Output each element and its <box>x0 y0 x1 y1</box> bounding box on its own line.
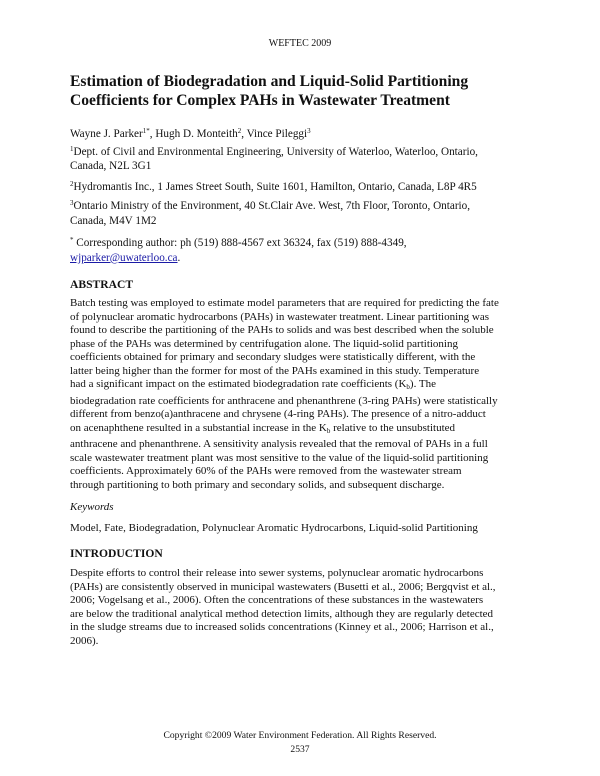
corresponding-contact: Corresponding author: ph (519) 888-4567 ext 36324, fax (519) 888-4349, <box>73 237 407 249</box>
abstract-line: through partitioning to both primary and secondary solids, and subsequent discharge. <box>70 478 445 491</box>
kb-subscript: b <box>326 426 331 435</box>
affiliation-2 <box>70 177 540 195</box>
author-1: Wayne J. Parker <box>70 128 143 140</box>
intro-line: (PAHs) are consistently observed in municipal wastewaters (Busetti et al., 2006; Bergqvist et al., <box>70 580 496 593</box>
author-1-mark: 1* <box>142 127 150 135</box>
intro-line: 2006). <box>70 634 99 647</box>
corresponding-author <box>70 233 540 265</box>
email-suffix: . <box>177 251 181 264</box>
affiliation-1 <box>70 142 540 160</box>
affiliation-3-line-1: Ontario Ministry of the Environment, 40 St.Clair Ave. West, 7th Floor, Toronto, Ontario, <box>73 200 471 212</box>
abstract-line: different from benzo(a)anthracene and chrysene (4-ring PAHs). The presence of a nitro-adduct <box>70 408 486 420</box>
abstract-line-part: had a significant impact on the estimated biodegradation rate coefficients (K <box>70 378 407 390</box>
abstract-line: Batch testing was employed to estimate model parameters that are required for predicting the fate <box>70 297 499 309</box>
intro-line: Despite efforts to control their release into sewer systems, polynuclear aromatic hydrocarbons <box>70 567 484 579</box>
affiliation-2-text: Hydromantis Inc., 1 James Street South, Suite 1601, Hamilton, Ontario, Canada, L8P 4R5 <box>73 181 477 193</box>
intro-line: in the sludge streams due to increased solids concentrations (Kinney et al., 2006; Harrison et al., <box>70 621 494 633</box>
abstract-line <box>70 378 540 395</box>
affiliation-1-mark: 1 <box>70 144 74 153</box>
abstract-line: of polynuclear aromatic hydrocarbons (PAHs) in wastewater treatment. Linear partitioning was <box>70 310 489 323</box>
abstract-line: phase of the PAHs was determined by centrifugation alone. The liquid-solid partitioning <box>70 337 458 350</box>
affiliation-3 <box>70 196 540 228</box>
abstract-line: biodegradation rate coefficients for anthracene and phenanthrene (3-ring PAHs) were statistically <box>70 394 498 407</box>
running-header: WEFTEC 2009 <box>268 38 332 49</box>
corresponding-mark: * <box>70 236 74 244</box>
author-3-mark: 3 <box>307 127 311 135</box>
author-2: , Hugh D. Monteith <box>149 128 238 140</box>
intro-line: are below the traditional analytical method detection limits, although they are regularly detected <box>70 607 494 620</box>
paper-title <box>70 72 540 110</box>
abstract-line-part: ). The <box>409 378 436 390</box>
copyright-notice: Copyright ©2009 Water Environment Federation. All Rights Reserved. <box>163 730 437 741</box>
author-3: , Vince Pileggi <box>241 128 308 140</box>
abstract-line-part: on acenaphthene resulted in a substantial increase in the K <box>70 421 327 434</box>
affiliation-2-mark: 2 <box>70 180 74 188</box>
abstract-heading: ABSTRACT <box>70 278 134 291</box>
abstract-body <box>70 297 540 492</box>
kb-subscript: b <box>406 383 410 391</box>
abstract-line <box>70 422 540 439</box>
affiliation-1-line-1: Dept. of Civil and Environmental Engineering, University of Waterloo, Waterloo, Ontario, <box>73 145 478 158</box>
abstract-line: scale wastewater treatment plant was most sensitive to the value of the liquid-solid partitioning <box>70 451 489 464</box>
introduction-heading: INTRODUCTION <box>70 547 163 560</box>
abstract-line: coefficients. Approximately 60% of the PAHs were removed from the wastewater stream <box>70 465 462 477</box>
author-list <box>70 124 540 142</box>
abstract-line: latter being higher than the former for most of the PAHs examined in this study. Temperature <box>70 364 480 377</box>
intro-line: 2006; Vogelsang et al., 2006). Often the concentrations of these substances in the wastewaters <box>70 594 484 606</box>
title-line-2: Coefficients for Complex PAHs in Wastewater Treatment <box>70 92 450 109</box>
affiliation-3-line-2: Canada, M4V 1M2 <box>70 214 157 227</box>
abstract-line: coefficients obtained for primary and secondary sludges were statistically different, with the <box>70 351 476 363</box>
abstract-line: found to describe the partitioning of the PAHs to solids and was best described when the soluble <box>70 324 494 336</box>
page-number: 2537 <box>290 744 310 755</box>
keywords-label: Keywords <box>70 501 114 513</box>
abstract-line-part: relative to the unsubstituted <box>330 421 456 434</box>
affiliation-1-line-2: Canada, N2L 3G1 <box>70 160 152 173</box>
email-link[interactable]: wjparker@uwaterloo.ca <box>70 251 178 264</box>
affiliation-3-mark: 3 <box>70 199 74 207</box>
author-2-mark: 2 <box>237 127 242 135</box>
introduction-body <box>70 567 540 648</box>
keywords-text: Model, Fate, Biodegradation, Polynuclear Aromatic Hydrocarbons, Liquid-solid Partitioning <box>70 522 478 534</box>
abstract-line: anthracene and phenanthrene. A sensitivity analysis revealed that the removal of PAHs in a full <box>70 438 488 450</box>
author-block <box>70 124 540 174</box>
title-line-1: Estimation of Biodegradation and Liquid-Solid Partitioning <box>70 73 469 90</box>
